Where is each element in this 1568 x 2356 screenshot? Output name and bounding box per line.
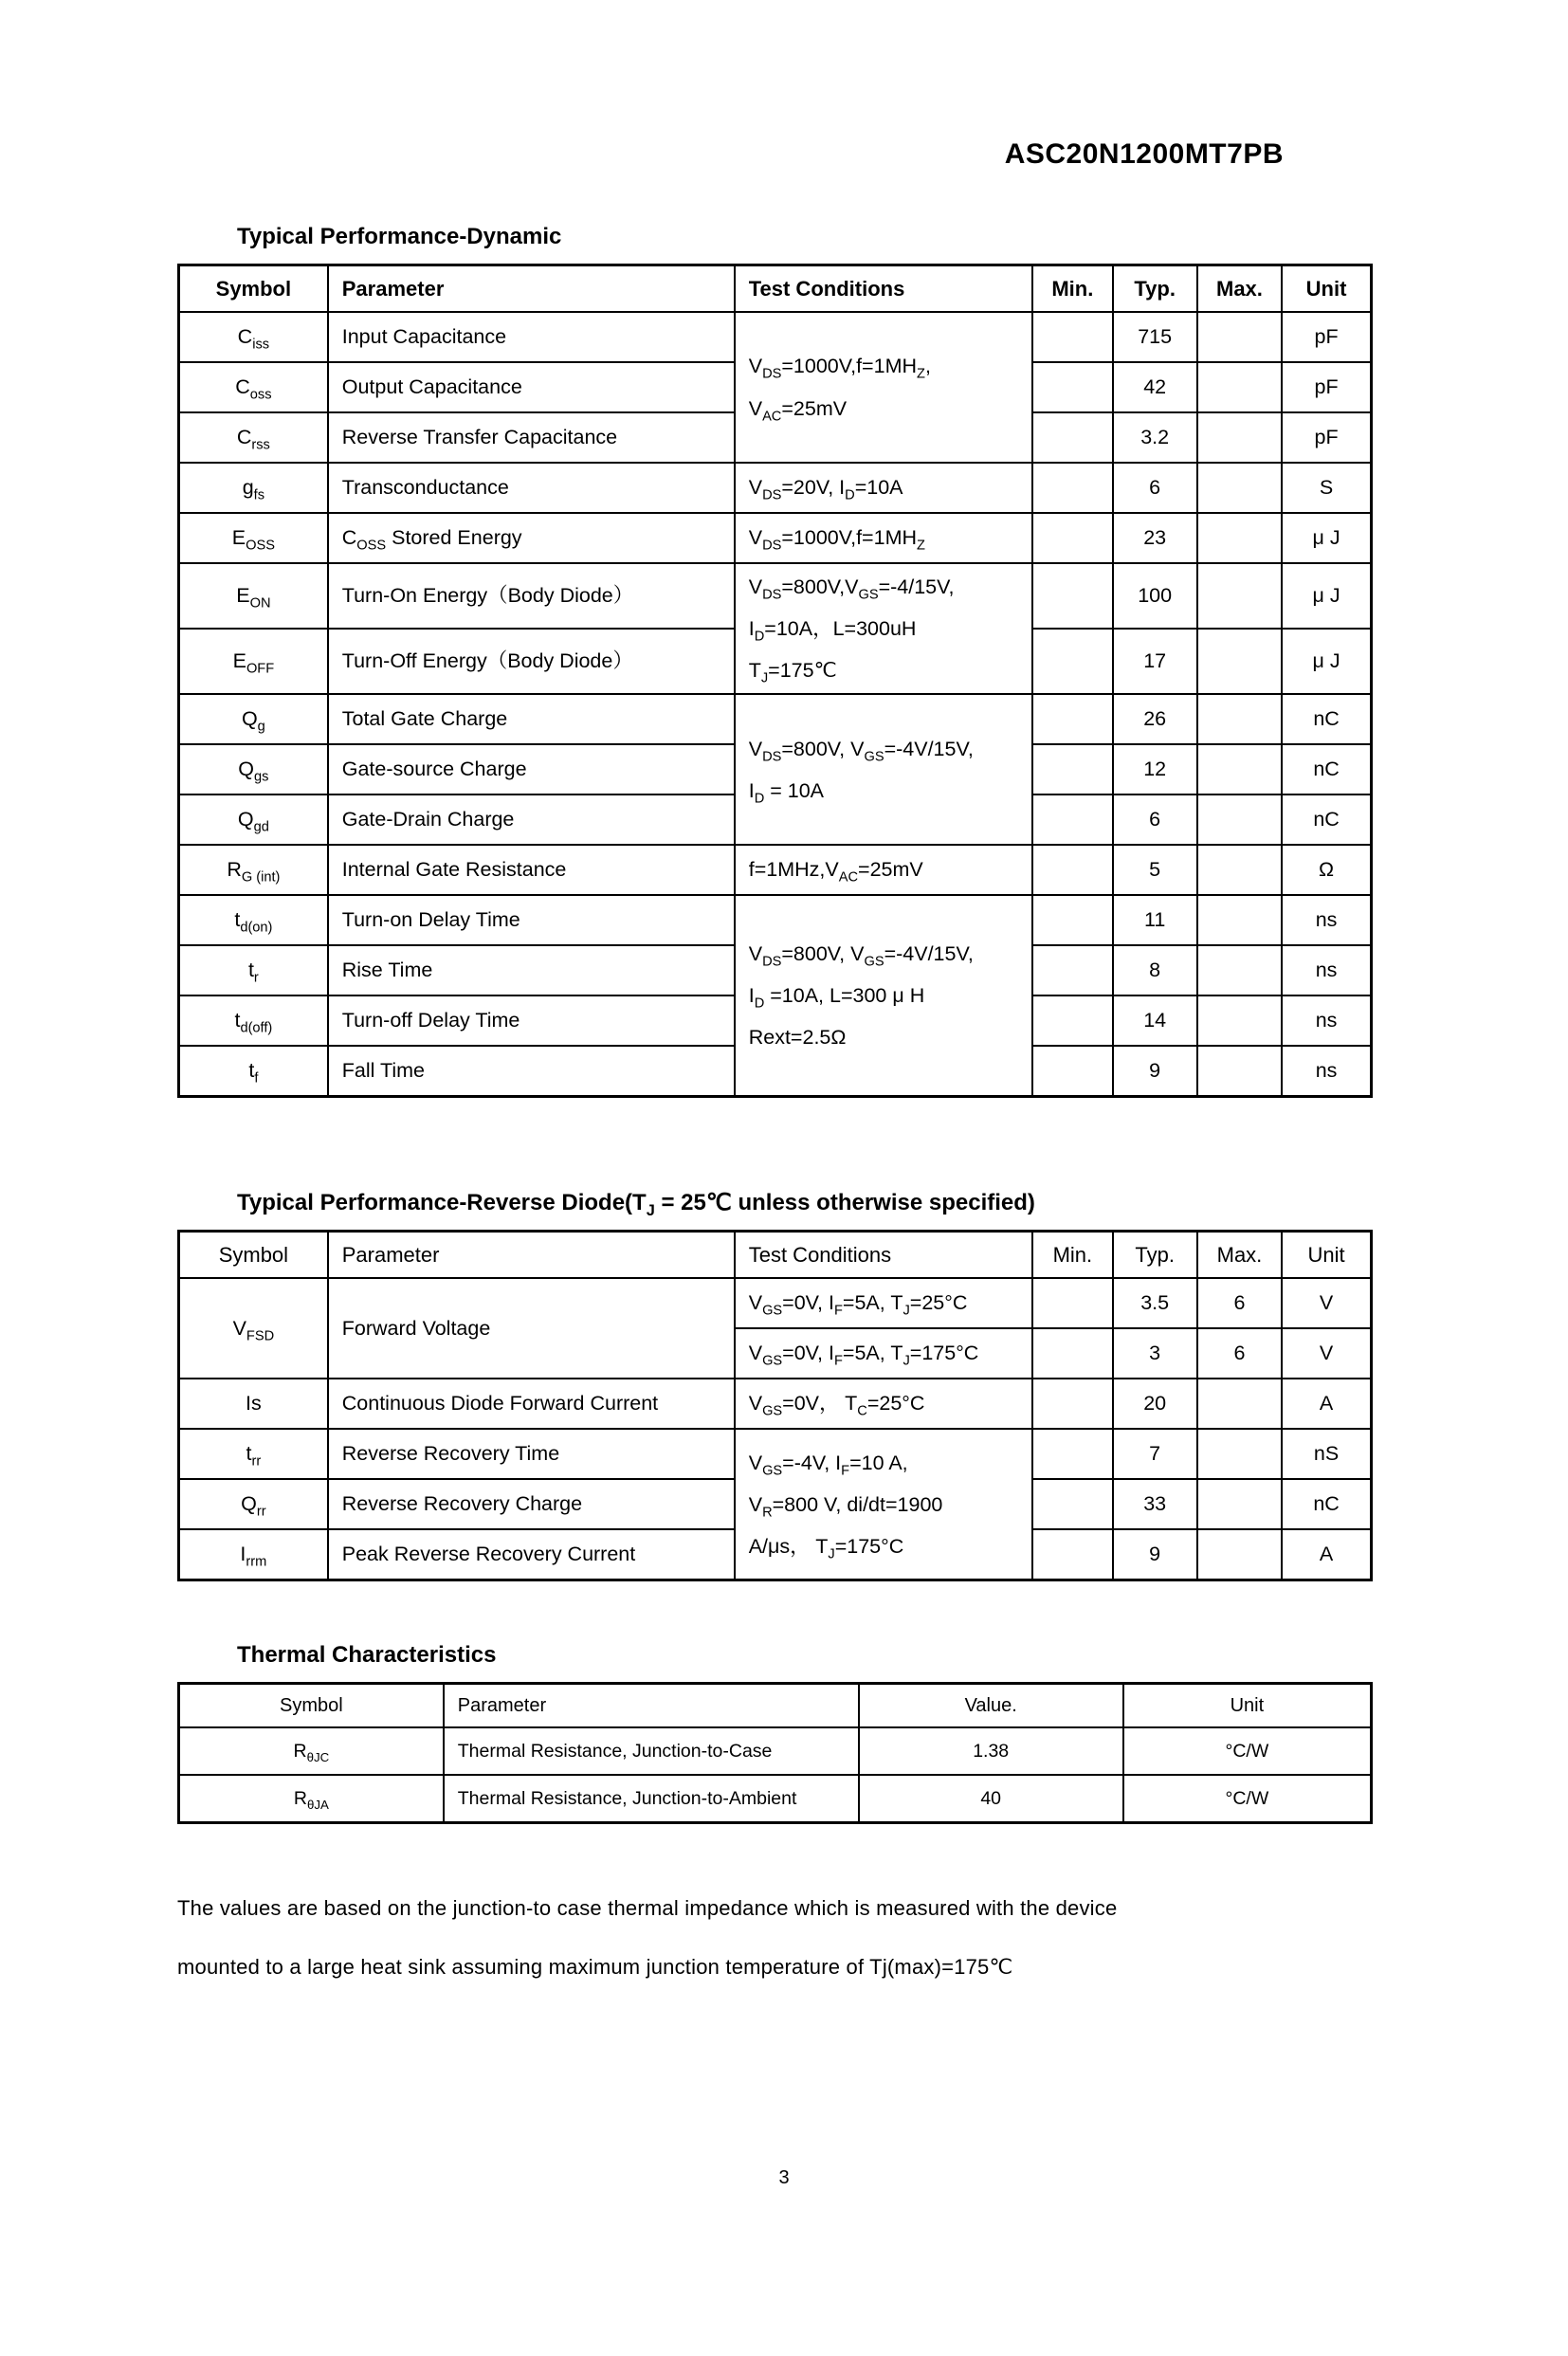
table-cell: $C_{oss}$: [179, 362, 328, 412]
table-cell: 3.2: [1113, 412, 1197, 463]
table-header-row: [179, 1232, 1372, 1279]
table-cell: $t_r$: [179, 945, 328, 995]
table-cell: 3: [1113, 1328, 1197, 1379]
table-cell: [1197, 1379, 1282, 1429]
table-cell: [1032, 563, 1112, 629]
table-cell: $V_{GS}=0V$, $I_F=5A$, $T_J=175^\circ C$: [735, 1328, 1033, 1379]
table-cell: Gate-source Charge: [328, 744, 735, 794]
table-cell: $E_{OSS}$: [179, 513, 328, 563]
table-cell: [1197, 694, 1282, 744]
table-cell: nS: [1282, 1429, 1371, 1479]
table-cell: [1197, 412, 1282, 463]
table-cell: $V_{GS}=0V$, $I_F=5A$, $T_J=25^\circ C$: [735, 1278, 1033, 1328]
column-header: Unit: [1282, 265, 1371, 313]
table-cell: [1032, 945, 1112, 995]
table-cell: 3.5: [1113, 1278, 1197, 1328]
table-cell: [1032, 463, 1112, 513]
section-heading-thermal: Thermal Characteristics: [237, 1642, 497, 1669]
table-cell: $V_{FSD}$: [179, 1278, 328, 1379]
table-cell: μ J: [1282, 563, 1371, 629]
table-cell: $t_{d(on)}$: [179, 895, 328, 945]
table-cell: 6: [1197, 1328, 1282, 1379]
table-cell: Internal Gate Resistance: [328, 845, 735, 895]
table-cell: [1197, 895, 1282, 945]
table-cell: nC: [1282, 794, 1371, 845]
table-cell: Thermal Resistance, Junction-to-Case: [444, 1727, 859, 1775]
table-cell: pF: [1282, 412, 1371, 463]
table-cell: [1197, 563, 1282, 629]
table-cell: $Q_g$: [179, 694, 328, 744]
table-cell: [1032, 995, 1112, 1046]
column-header: Value.: [859, 1684, 1123, 1728]
table-cell: ns: [1282, 1046, 1371, 1097]
column-header: Min.: [1032, 1232, 1112, 1279]
table-row: [179, 312, 1372, 362]
table-cell: S: [1282, 463, 1371, 513]
table-cell: 23: [1113, 513, 1197, 563]
table-cell: 17: [1113, 629, 1197, 694]
thermal-footnote: The values are based on the junction-to case thermal impedance which is measured with the device mounted to a large heat sink assuming maximum junction temperature of Tj(max)=175℃: [177, 1896, 1118, 1980]
table-cell: 100: [1113, 563, 1197, 629]
column-header: Symbol: [179, 1232, 328, 1279]
table-cell: Is: [179, 1379, 328, 1429]
page-number: 3: [778, 2167, 790, 2188]
table-cell: $C_{OSS}$ Stored Energy: [328, 513, 735, 563]
table-cell: [1197, 1479, 1282, 1529]
page-content: [0, 224, 1568, 1997]
column-header: Typ.: [1113, 1232, 1197, 1279]
table-row: [179, 1379, 1372, 1429]
table-cell: 20: [1113, 1379, 1197, 1429]
table-cell: Total Gate Charge: [328, 694, 735, 744]
table-row: [179, 845, 1372, 895]
column-header: Symbol: [179, 1684, 444, 1728]
table-cell: [1197, 744, 1282, 794]
table-cell: pF: [1282, 362, 1371, 412]
table-cell: [1032, 794, 1112, 845]
table-cell: 8: [1113, 945, 1197, 995]
table-cell: [1032, 845, 1112, 895]
table-cell: Reverse Recovery Time: [328, 1429, 735, 1479]
column-header: Test Conditions: [735, 1232, 1033, 1279]
table-cell: Peak Reverse Recovery Current: [328, 1529, 735, 1580]
table-cell: [1032, 312, 1112, 362]
table-cell: $V_{DS}=20V$, $I_D=10A$: [735, 463, 1033, 513]
table-cell: [1197, 995, 1282, 1046]
table-cell: [1197, 794, 1282, 845]
table-cell: [1197, 845, 1282, 895]
table-cell: $Q_{gs}$: [179, 744, 328, 794]
column-header: Max.: [1197, 1232, 1282, 1279]
table-cell: 1.38: [859, 1727, 1123, 1775]
table-cell: 5: [1113, 845, 1197, 895]
table-cell: [1032, 513, 1112, 563]
table-cell: [1032, 1529, 1112, 1580]
table-row: [179, 1429, 1372, 1479]
table-cell: nC: [1282, 744, 1371, 794]
table-header-row: [179, 265, 1372, 313]
table-cell: pF: [1282, 312, 1371, 362]
table-cell: $V_{DS}=1000V,f=1MH_Z$, $V_{AC}=25mV$: [735, 312, 1033, 463]
table-cell: [1032, 1328, 1112, 1379]
table-cell: Gate-Drain Charge: [328, 794, 735, 845]
table-cell: $R_{\theta JA}$: [179, 1775, 444, 1823]
table-cell: 715: [1113, 312, 1197, 362]
table-cell: °C/W: [1123, 1727, 1372, 1775]
table-cell: [1032, 1379, 1112, 1429]
table-cell: μ J: [1282, 629, 1371, 694]
table-row: [179, 563, 1372, 629]
table-cell: [1197, 945, 1282, 995]
column-header: Max.: [1197, 265, 1282, 313]
table-cell: Turn-off Delay Time: [328, 995, 735, 1046]
table-cell: nC: [1282, 1479, 1371, 1529]
table-cell: $C_{rss}$: [179, 412, 328, 463]
table-thermal-characteristics: [177, 1682, 1373, 1824]
column-header: Typ.: [1113, 265, 1197, 313]
table-cell: $E_{ON}$: [179, 563, 328, 629]
table-cell: [1032, 362, 1112, 412]
table-cell: [1197, 1529, 1282, 1580]
table-cell: Reverse Transfer Capacitance: [328, 412, 735, 463]
column-header: Unit: [1282, 1232, 1371, 1279]
table-cell: V: [1282, 1278, 1371, 1328]
table-header-row: [179, 1684, 1372, 1728]
table-cell: ns: [1282, 945, 1371, 995]
table-row: [179, 513, 1372, 563]
table-cell: Rise Time: [328, 945, 735, 995]
section-heading-dynamic: Typical Performance-Dynamic: [237, 224, 562, 249]
table-cell: ns: [1282, 895, 1371, 945]
table-cell: 14: [1113, 995, 1197, 1046]
table-cell: μ J: [1282, 513, 1371, 563]
table-cell: $V_{DS}=800V$, $V_{GS}=-4V/15V$, $I_D = 10A$: [735, 694, 1033, 845]
table-typical-performance-dynamic: [177, 264, 1373, 1098]
table-cell: 33: [1113, 1479, 1197, 1529]
table-cell: 42: [1113, 362, 1197, 412]
table-row: [179, 1278, 1372, 1328]
table-row: [179, 694, 1372, 744]
table-cell: A: [1282, 1379, 1371, 1429]
table-cell: [1032, 1479, 1112, 1529]
table-cell: 9: [1113, 1046, 1197, 1097]
table-cell: 40: [859, 1775, 1123, 1823]
column-header: Min.: [1032, 265, 1112, 313]
table-cell: $V_{GS}=0V$， $T_C=25^\circ C$: [735, 1379, 1033, 1429]
table-cell: $t_{rr}$: [179, 1429, 328, 1479]
column-header: Test Conditions: [735, 265, 1033, 313]
document-title: ASC20N1200MT7PB: [1004, 138, 1284, 170]
table-cell: [1197, 463, 1282, 513]
table-cell: [1032, 1046, 1112, 1097]
table-cell: 9: [1113, 1529, 1197, 1580]
table-cell: V: [1282, 1328, 1371, 1379]
table-cell: nC: [1282, 694, 1371, 744]
table-cell: $I_{rrm}$: [179, 1529, 328, 1580]
table-cell: $R_{G (int)}$: [179, 845, 328, 895]
table-typical-performance-reverse-diode: [177, 1230, 1373, 1581]
table-cell: $E_{OFF}$: [179, 629, 328, 694]
table-cell: $f=1MHz,V_{AC}=25mV$: [735, 845, 1033, 895]
table-row: [179, 895, 1372, 945]
column-header: Symbol: [179, 265, 328, 313]
column-header: Unit: [1123, 1684, 1372, 1728]
table-cell: 12: [1113, 744, 1197, 794]
table-cell: [1032, 412, 1112, 463]
table-cell: $Q_{rr}$: [179, 1479, 328, 1529]
table-cell: [1032, 629, 1112, 694]
table-row: [179, 463, 1372, 513]
table-cell: [1032, 744, 1112, 794]
column-header: Parameter: [328, 1232, 735, 1279]
table-cell: 6: [1113, 463, 1197, 513]
table-cell: Continuous Diode Forward Current: [328, 1379, 735, 1429]
table-cell: $t_{d(off)}$: [179, 995, 328, 1046]
table-cell: [1032, 694, 1112, 744]
table-cell: Input Capacitance: [328, 312, 735, 362]
table-cell: 11: [1113, 895, 1197, 945]
table-cell: [1032, 1278, 1112, 1328]
table-cell: 6: [1197, 1278, 1282, 1328]
table-cell: $g_{fs}$: [179, 463, 328, 513]
table-row: [179, 1775, 1372, 1823]
table-cell: Output Capacitance: [328, 362, 735, 412]
table-cell: [1197, 513, 1282, 563]
table-cell: Turn-On Energy（Body Diode）: [328, 563, 735, 629]
table-cell: $C_{iss}$: [179, 312, 328, 362]
table-cell: ns: [1282, 995, 1371, 1046]
table-cell: Fall Time: [328, 1046, 735, 1097]
table-cell: $V_{DS}=800V,V_{GS}=-4/15V$, $I_D=10A$，L=300uH $T_J=175℃$: [735, 563, 1033, 694]
table-cell: [1197, 1429, 1282, 1479]
table-cell: Forward Voltage: [328, 1278, 735, 1379]
table-cell: 26: [1113, 694, 1197, 744]
table-cell: Turn-on Delay Time: [328, 895, 735, 945]
table-cell: A: [1282, 1529, 1371, 1580]
table-row: [179, 1727, 1372, 1775]
table-cell: 7: [1113, 1429, 1197, 1479]
table-cell: $V_{DS}=800V$, $V_{GS}=-4V/15V$, $I_D =10A$, L=300 μ H Rext=2.5Ω: [735, 895, 1033, 1097]
table-cell: [1197, 362, 1282, 412]
table-cell: [1197, 312, 1282, 362]
table-cell: $t_f$: [179, 1046, 328, 1097]
table-cell: Turn-Off Energy（Body Diode）: [328, 629, 735, 694]
table-cell: [1032, 895, 1112, 945]
table-cell: Reverse Recovery Charge: [328, 1479, 735, 1529]
table-cell: [1197, 629, 1282, 694]
table-cell: °C/W: [1123, 1775, 1372, 1823]
table-cell: $V_{GS}=-4V$, $I_F=10$ A, $V_R=800$ V, di/dt=1900 A/μs， $T_J=175^\circ C$: [735, 1429, 1033, 1580]
table-cell: $R_{\theta JC}$: [179, 1727, 444, 1775]
table-cell: Transconductance: [328, 463, 735, 513]
table-cell: [1032, 1429, 1112, 1479]
table-cell: $Q_{gd}$: [179, 794, 328, 845]
column-header: Parameter: [328, 265, 735, 313]
table-cell: 6: [1113, 794, 1197, 845]
table-cell: [1197, 1046, 1282, 1097]
section-heading-reverse-diode: Typical Performance-Reverse $Diode(T_J$ = 25℃ unless otherwise specified): [237, 1190, 1035, 1219]
table-cell: Thermal Resistance, Junction-to-Ambient: [444, 1775, 859, 1823]
table-cell: Ω: [1282, 845, 1371, 895]
column-header: Parameter: [444, 1684, 859, 1728]
table-cell: $V_{DS}=1000V,f=1MH_Z$: [735, 513, 1033, 563]
